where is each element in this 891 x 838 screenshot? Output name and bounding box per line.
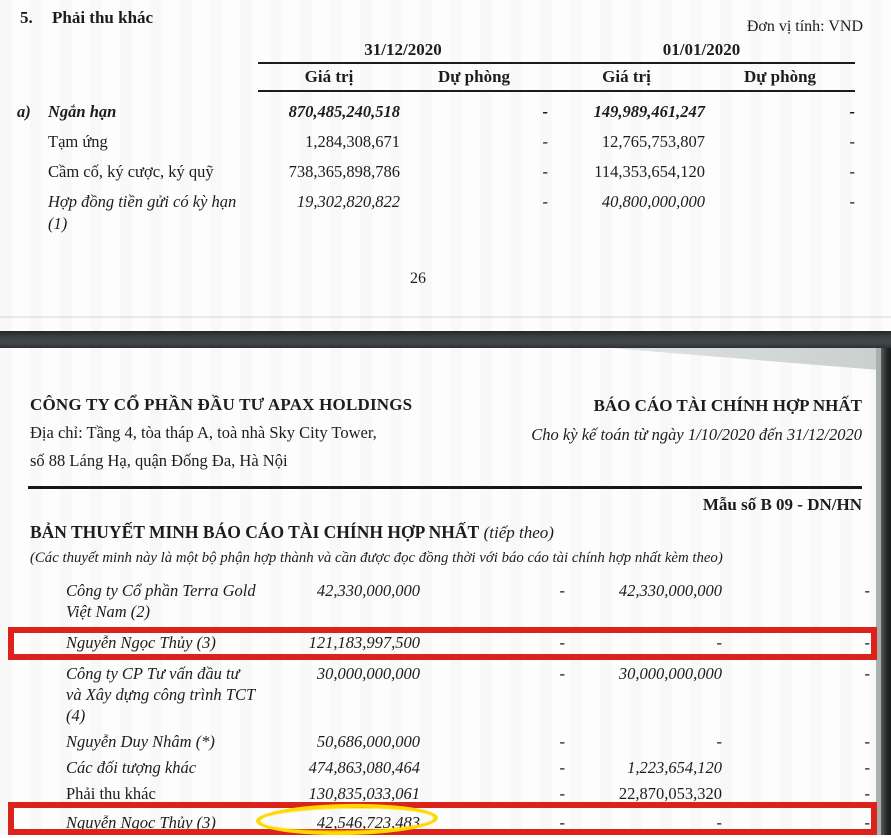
company-address-line1: Địa chỉ: Tầng 4, tòa tháp A, toà nhà Sky City Tower, <box>30 423 377 442</box>
row-label <box>30 580 270 622</box>
page-break-bar <box>0 331 891 348</box>
cell-value: - <box>559 813 565 832</box>
cell-value: 42,546,723,483 <box>316 813 420 832</box>
table1-subheader-row <box>20 64 855 92</box>
column-header-provision-1: Dự phòng <box>437 67 511 86</box>
row-label <box>17 101 258 123</box>
report-period: Cho kỳ kế toán từ ngày 1/10/2020 đến 31/12/2020 <box>531 425 862 444</box>
row-label-text: Công ty CP Tư vấn đầu tư và Xây dựng công trình TCT (4) <box>66 664 255 725</box>
cell-value: - <box>559 633 565 652</box>
table1-group-row <box>20 40 855 64</box>
cell-value: - <box>716 633 722 652</box>
cell-value: - <box>542 192 548 211</box>
notes-title <box>30 522 554 543</box>
cell-value: - <box>559 784 565 803</box>
table-row <box>17 101 855 123</box>
column-header-provision-2: Dự phòng <box>743 67 817 86</box>
cell-value: 19,302,820,822 <box>296 192 400 211</box>
form-number: Mẫu số B 09 - DN/HN <box>702 495 862 514</box>
row-label-text: Cầm cố, ký cược, ký quỹ <box>48 162 214 181</box>
cell-value: 870,485,240,518 <box>288 102 400 121</box>
company-address-line2: số 88 Láng Hạ, quận Đống Đa, Hà Nội <box>30 451 288 470</box>
row-label-text: Phải thu khác <box>66 784 156 803</box>
table-row <box>30 731 870 752</box>
row-label-text: Tạm ứng <box>48 132 108 151</box>
notes-title-suffix: (tiếp theo) <box>483 523 554 542</box>
notes-title-text: BẢN THUYẾT MINH BÁO CÁO TÀI CHÍNH HỢP NHẤT <box>30 522 480 542</box>
cell-value: 22,870,053,320 <box>618 784 722 803</box>
cell-value: 42,330,000,000 <box>618 581 722 600</box>
column-header-value-1: Giá trị <box>304 67 354 86</box>
cell-value: - <box>716 732 722 751</box>
cell-value: - <box>716 813 722 832</box>
row-label-text: Các đối tượng khác <box>66 758 197 777</box>
cell-value: 130,835,033,061 <box>308 784 420 803</box>
cell-value: - <box>849 132 855 151</box>
table-row <box>20 131 855 153</box>
cell-value: 474,863,080,464 <box>308 758 420 777</box>
table-row <box>20 191 855 235</box>
table1-body <box>17 101 855 243</box>
report-title: BÁO CÁO TÀI CHÍNH HỢP NHẤT <box>593 396 862 415</box>
row-label <box>30 731 270 752</box>
cell-value: - <box>864 784 870 803</box>
row-label-text: Công ty Cổ phần Terra Gold Việt Nam (2) <box>66 581 256 621</box>
section-title: Phải thu khác <box>52 8 154 27</box>
cell-value: - <box>542 102 548 121</box>
red-highlight-box-1 <box>8 627 877 660</box>
table-row <box>30 783 870 804</box>
row-label-text: Nguyễn Duy Nhâm (*) <box>66 732 215 751</box>
row-label <box>20 131 258 153</box>
cell-value: 40,800,000,000 <box>601 192 705 211</box>
cell-value: 1,284,308,671 <box>305 132 400 151</box>
cell-value: 1,223,654,120 <box>627 758 722 777</box>
cell-value: 738,365,898,786 <box>288 162 400 181</box>
column-group-date-1: 31/12/2020 <box>258 40 548 64</box>
cell-value: - <box>864 581 870 600</box>
cell-value: 121,183,997,500 <box>308 633 420 652</box>
cell-value: - <box>849 192 855 211</box>
spacer <box>20 40 258 64</box>
row-label-text: Nguyễn Ngọc Thủy (3) <box>66 633 216 652</box>
table-row <box>30 757 870 778</box>
row-label-text: Nguyễn Ngọc Thủy (3) <box>66 813 216 832</box>
section-number: 5. <box>20 8 33 27</box>
cell-value: 12,765,753,807 <box>601 132 705 151</box>
cell-value: 42,330,000,000 <box>316 581 420 600</box>
cell-value: - <box>849 102 855 121</box>
cell-value: - <box>849 162 855 181</box>
row-label <box>30 783 270 804</box>
row-label <box>30 663 270 726</box>
cell-value: - <box>559 732 565 751</box>
scan-shadow-wedge <box>610 348 891 371</box>
row-label <box>20 161 258 183</box>
cell-value: - <box>864 664 870 683</box>
cell-value: 30,000,000,000 <box>316 664 420 683</box>
cell-value: - <box>864 732 870 751</box>
cell-value: - <box>864 633 870 652</box>
cell-value: - <box>542 132 548 151</box>
table-row <box>30 663 870 726</box>
table-row <box>30 580 870 622</box>
header-divider-rule <box>28 486 862 489</box>
subheader-group-1 <box>258 64 548 92</box>
scan-edge-dark-strip <box>881 348 891 835</box>
cell-value: - <box>559 758 565 777</box>
subheader-group-2 <box>548 64 855 92</box>
cell-value: - <box>542 162 548 181</box>
table-row <box>20 161 855 183</box>
company-name: CÔNG TY CỔ PHẦN ĐẦU TƯ APAX HOLDINGS <box>30 395 413 414</box>
cell-value: 50,686,000,000 <box>316 732 420 751</box>
spacer <box>20 64 258 92</box>
notes-subtitle: (Các thuyết minh này là một bộ phận hợp thành và cần được đọc đồng thời với báo cáo tài chính hợp nhất kèm theo) <box>30 550 723 566</box>
cell-value: - <box>559 581 565 600</box>
row-label <box>30 757 270 778</box>
cell-value: - <box>864 758 870 777</box>
row-label-text: Hợp đồng tiền gửi có kỳ hạn (1) <box>48 192 237 233</box>
column-header-value-2: Giá trị <box>602 67 651 86</box>
table1-header <box>20 40 855 92</box>
scan-smudge-line <box>0 316 891 318</box>
row-label-text: Ngắn hạn <box>48 102 117 121</box>
page-number: 26 <box>410 270 426 287</box>
cell-value: 149,989,461,247 <box>593 102 705 121</box>
red-highlight-box-2 <box>8 802 877 835</box>
column-group-date-2: 01/01/2020 <box>548 40 855 64</box>
cell-value: 114,353,654,120 <box>594 162 705 181</box>
row-label <box>20 191 258 235</box>
cell-value: - <box>559 664 565 683</box>
table2-body <box>30 580 870 838</box>
section-heading <box>20 8 153 28</box>
row-marker: a) <box>17 102 31 121</box>
unit-label: Đơn vị tính: VND <box>746 18 863 35</box>
cell-value: - <box>864 813 870 832</box>
cell-value: 30,000,000,000 <box>618 664 722 683</box>
